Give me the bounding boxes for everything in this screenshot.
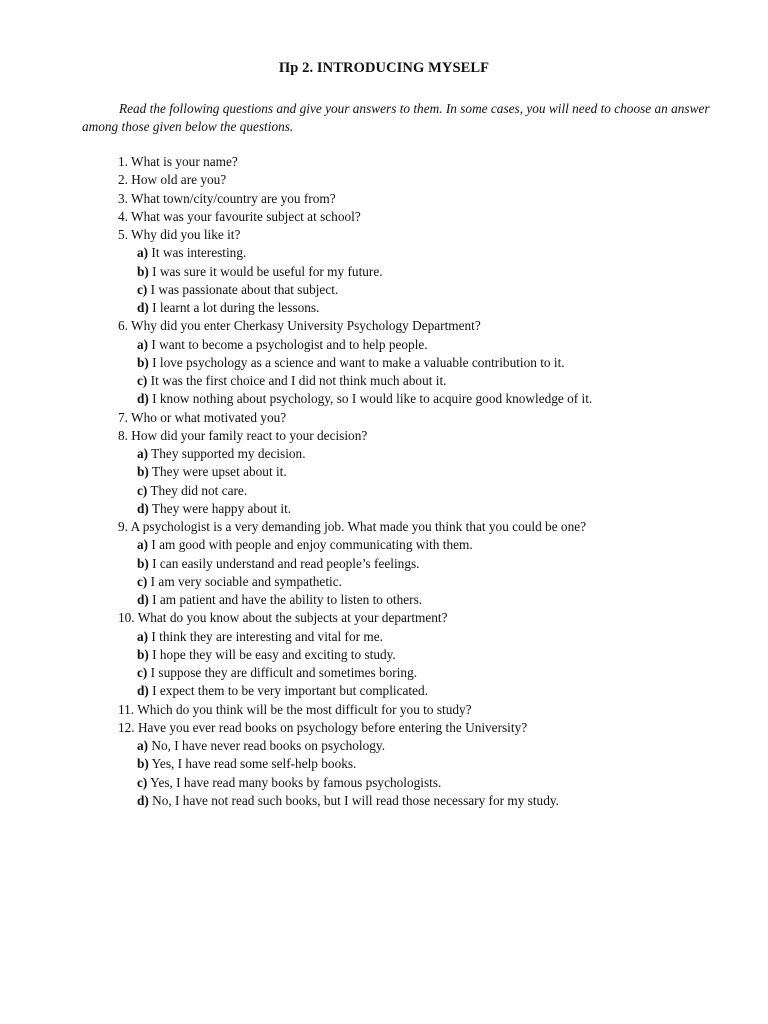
option-letter: d) [137, 500, 149, 516]
option-letter: d) [137, 300, 149, 315]
option-letter: d) [137, 792, 149, 808]
question-8: 8. How did your family react to your decision? [118, 427, 368, 443]
option-letter: a) [137, 537, 149, 553]
answer-option [118, 390, 738, 408]
option-text: It was the first choice and I did not think much about it. [147, 373, 447, 388]
answer-option [118, 299, 738, 317]
answer-option [118, 445, 738, 463]
option-letter: b) [137, 646, 149, 662]
question-6: 6. Why did you enter Cherkasy University Psychology Department? [118, 318, 481, 334]
option-letter: b) [137, 354, 149, 370]
option-text: Yes, I have read many books by famous psychologists. [147, 774, 442, 790]
question-3: 3. What town/city/country are you from? [118, 190, 336, 206]
option-text: No, I have not read such books, but I will read those necessary for my study. [148, 792, 559, 808]
question-12: 12. Have you ever read books on psychology before entering the University? [118, 719, 528, 735]
option-letter: b) [137, 263, 149, 279]
answer-option [118, 372, 738, 390]
option-text: I want to become a psychologist and to help people. [148, 336, 428, 352]
question-9: 9. A psychologist is a very demanding job. What made you think that you could be one? [118, 519, 587, 534]
answer-option [118, 755, 738, 773]
option-letter: a) [137, 738, 149, 753]
option-text: I think they are interesting and vital for me. [148, 628, 383, 644]
answer-option [118, 646, 738, 664]
option-letter: c) [137, 774, 148, 790]
option-text: They did not care. [147, 482, 248, 498]
answer-option [118, 336, 738, 354]
option-text: No, I have never read books on psychology. [148, 738, 386, 753]
question-4: 4. What was your favourite subject at school? [118, 208, 361, 224]
option-text: I was passionate about that subject. [147, 281, 339, 297]
option-text: I can easily understand and read people’s feelings. [148, 555, 420, 571]
answer-option [118, 774, 738, 792]
option-text: They were happy about it. [148, 500, 292, 516]
answer-option [118, 354, 738, 372]
option-letter: c) [137, 482, 148, 498]
answer-option [118, 664, 738, 682]
option-text: I am very sociable and sympathetic. [147, 573, 342, 589]
option-text: They were upset about it. [148, 464, 287, 480]
option-letter: b) [137, 464, 149, 480]
option-letter: a) [137, 336, 149, 352]
option-letter: a) [137, 628, 149, 644]
answer-option [118, 482, 738, 500]
answer-option [118, 628, 738, 646]
option-text: I suppose they are difficult and sometimes boring. [147, 665, 418, 680]
question-5: 5. Why did you like it? [118, 227, 241, 242]
answer-option [118, 263, 738, 281]
option-text: I am patient and have the ability to listen to others. [148, 592, 423, 607]
option-letter: b) [137, 555, 149, 571]
question-2: 2. How old are you? [118, 172, 227, 188]
answer-option [118, 500, 738, 518]
option-letter: a) [137, 446, 149, 461]
answer-option [118, 463, 738, 481]
page-title: Пр 2. INTRODUCING MYSELF [278, 60, 490, 76]
option-text: It was interesting. [148, 245, 247, 261]
answer-option [118, 682, 738, 700]
answer-option [118, 737, 738, 755]
option-letter: d) [137, 592, 149, 607]
option-letter: c) [137, 281, 148, 297]
answer-option [118, 555, 738, 573]
option-text: I know nothing about psychology, so I would like to acquire good knowledge of it. [148, 391, 593, 407]
option-text: I love psychology as a science and want to make a valuable contribution to it. [148, 354, 565, 370]
instructions-paragraph: Read the following questions and give your answers to them. In some cases, you will need to choose an answer among those given below the questions. [82, 101, 710, 134]
question-7: 7. Who or what motivated you? [118, 409, 287, 425]
question-1: 1. What is your name? [118, 154, 238, 169]
option-text: I learnt a lot during the lessons. [148, 300, 320, 315]
option-text: They supported my decision. [148, 446, 306, 461]
option-letter: a) [137, 245, 149, 261]
answer-option [118, 573, 738, 591]
option-letter: c) [137, 573, 148, 589]
option-letter: b) [137, 756, 149, 772]
option-text: I expect them to be very important but complicated. [148, 683, 428, 699]
answer-option [118, 244, 738, 262]
question-11: 11. Which do you think will be the most difficult for you to study? [118, 701, 472, 717]
answer-option [118, 281, 738, 299]
answer-option [118, 792, 738, 810]
question-10: 10. What do you know about the subjects at your department? [118, 610, 448, 626]
answer-option [118, 536, 738, 554]
option-text: I was sure it would be useful for my future. [148, 263, 383, 279]
question-list [118, 153, 738, 810]
option-text: I hope they will be easy and exciting to study. [148, 646, 396, 662]
option-letter: d) [137, 683, 149, 699]
option-letter: c) [137, 665, 148, 680]
option-letter: d) [137, 391, 149, 407]
option-text: I am good with people and enjoy communicating with them. [148, 537, 473, 553]
option-text: Yes, I have read some self-help books. [148, 756, 357, 772]
answer-option [118, 591, 738, 609]
option-letter: c) [137, 373, 148, 388]
